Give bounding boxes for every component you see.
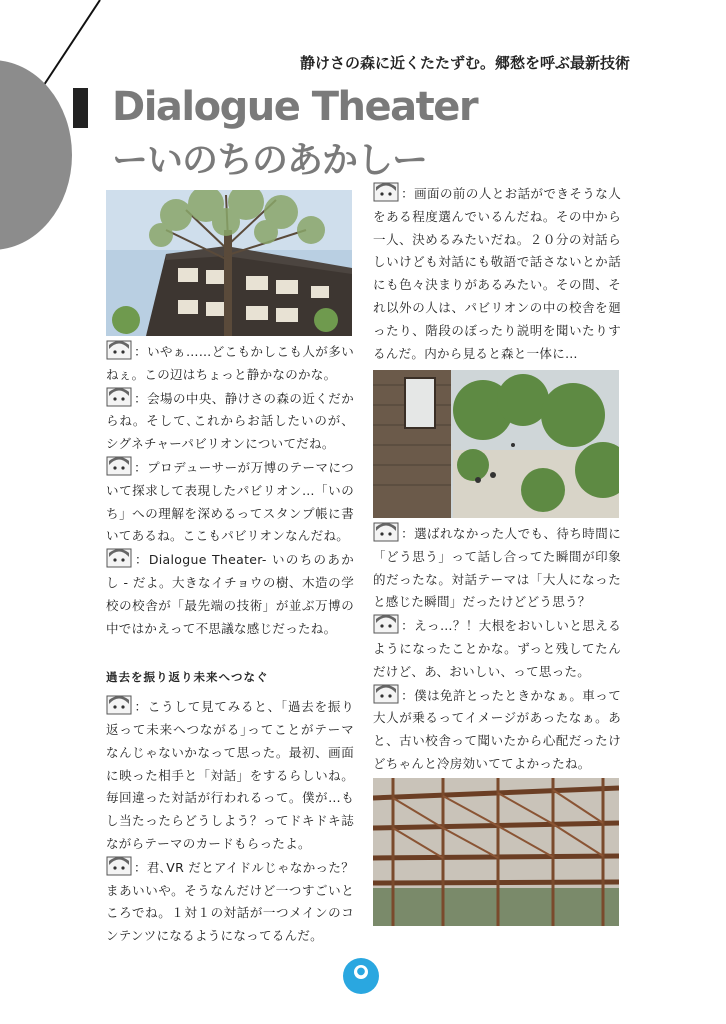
dialogue-paragraph: ：選ばれなかった人でも、待ち時間に「どう思う」って話し合ってた瞬間が印象的だったな。対話テーマは「大人になったと感じた瞬間」だったけどどう思う？ — [373, 522, 621, 614]
character-avatar-icon — [106, 340, 132, 360]
character-avatar-icon — [373, 614, 399, 634]
page-number-badge — [343, 958, 379, 994]
dialogue-paragraph: ：プロデューサーが万博のテーマについて探求して表現したパビリオン…「いのち」への理解を深めるってスタンプ帳に書いてあるね。ここもパビリオンなんだね。 — [106, 456, 354, 548]
character-avatar-icon — [106, 695, 132, 715]
photo-tree-school-building — [106, 190, 352, 336]
dialogue-paragraph: ：会場の中央、静けさの森の近くだからね。そして､これからお話したいのが、シグネチャーパビリオンについてだね。 — [106, 387, 354, 456]
character-avatar-icon — [373, 522, 399, 542]
photo-courtyard — [373, 370, 619, 518]
dialogue-paragraph: ：こうして見てみると、｢過去を振り返って未来へつながる｣ってことがテーマなんじゃないかなって思った。最初、画面に映った相手と「対話」をするらしいね。毎回違った対話が行われるって。僕が…もし当たったらどうしよう？ってドキドキ誌ながらテーマのカードもらったよ。 — [106, 695, 354, 856]
character-avatar-icon — [106, 856, 132, 876]
character-avatar-icon — [106, 387, 132, 407]
page-title: Dialogue Theater — [112, 84, 478, 130]
right-column-middle — [373, 522, 621, 776]
page-subtitle: 静けさの森に近くたたずむ。郷愁を呼ぶ最新技術 — [299, 54, 630, 72]
dialogue-paragraph: ：いやぁ……どこもかしこも人が多いねぇ。この辺はちょっと静かなのかな。 — [106, 340, 354, 387]
dialogue-paragraph: ：僕は免許とったときかなぁ。車って大人が乗るってイメージがあったなぁ。あと、古い校舎って聞いたから心配だったけどちゃんと冷房効いててよかったね。 — [373, 684, 621, 776]
character-avatar-icon — [373, 684, 399, 704]
title-accent-bar — [73, 88, 88, 128]
dialogue-paragraph: ：えっ…？！大根をおいしいと思えるようになったことかな。ずっと残してたんだけど、あ、おいしい、って思った。 — [373, 614, 621, 683]
dialogue-paragraph: ：Dialogue Theater- いのちのあかし - だよ。大きなイチョウの樹、木造の学校の校舎が「最先端の技術」が並ぶ万博の中ではかえって不思議な感じだったね。 — [106, 548, 354, 640]
character-avatar-icon — [106, 456, 132, 476]
page-badge-icon: ● — [354, 965, 368, 979]
page-title-japanese: ーいのちのあかしー — [112, 140, 428, 181]
photo-steel-roof — [373, 778, 619, 926]
dialogue-paragraph: ：君､VR だとアイドルじゃなかった？まあいいや。そうなんだけど一つすごいところでね。１対１の対話が一つメインのコンテンツになるようになってるんだ。 — [106, 856, 354, 948]
left-column — [106, 340, 354, 948]
character-avatar-icon — [373, 182, 399, 202]
section-heading: 過去を振り返り未来へつなぐ — [106, 670, 269, 685]
character-avatar-icon — [106, 548, 132, 568]
right-column-top — [373, 182, 621, 365]
dialogue-paragraph: ：画面の前の人とお話ができそうな人をある程度選んでいるんだね。その中から一人、決めるみたいだね。２０分の対話らしいけども対話にも敬語で話さないとか話にも色々決まりがあるみたい。その間、それ以外の人は、パビリオンの中の校舎を廻ったり、階段のぼったり説明を聞いたりするんだ。内から見ると森と一体に… — [373, 182, 621, 365]
